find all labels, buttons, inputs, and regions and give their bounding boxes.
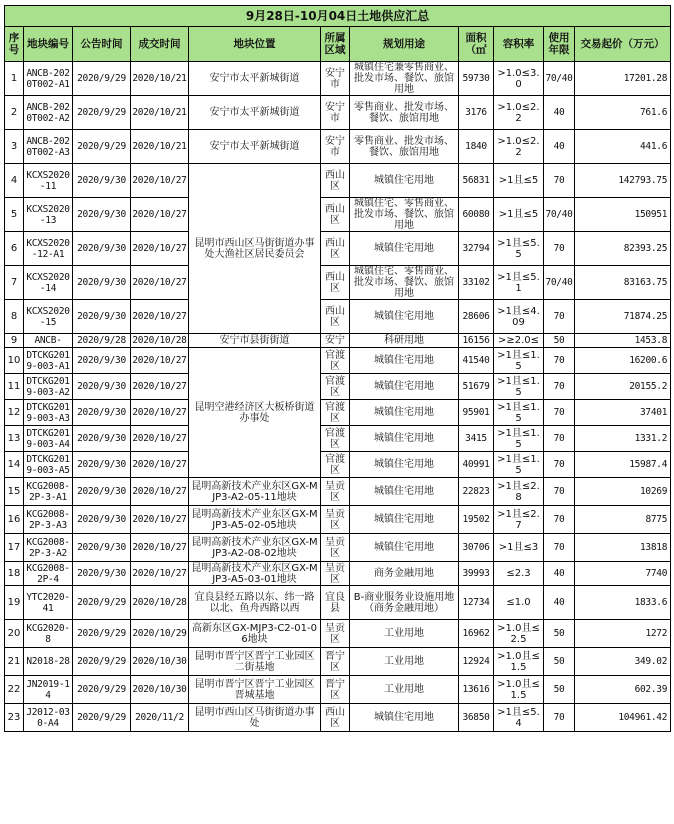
starting-price: 761.6: [575, 96, 671, 130]
announce-date: 2020/9/29: [73, 648, 131, 676]
use-years: 40: [544, 562, 575, 586]
use-years: 70: [544, 348, 575, 374]
plot-ratio: >1且≤5.5: [494, 232, 544, 266]
table-row: [5, 426, 671, 452]
parcel-location: 昆明高新技术产业东区GX-MJP3-A5-03-01地块: [189, 562, 321, 586]
parcel-code: N2018-28: [24, 648, 73, 676]
plot-ratio: ≤1.0: [494, 586, 544, 620]
district: 西山区: [321, 266, 350, 300]
deal-date: 2020/10/28: [132, 335, 187, 346]
row-number: 6: [5, 232, 24, 266]
header-cell: 使用年限: [544, 27, 575, 62]
row-number: 20: [5, 620, 24, 648]
table-row: [5, 478, 671, 506]
use-years: 70: [544, 534, 575, 562]
deal-date: 2020/10/21: [131, 62, 189, 96]
table-row: [5, 562, 671, 586]
starting-price: 441.6: [575, 130, 671, 164]
starting-price: 1272: [575, 620, 671, 648]
parcel-location: 昆明市晋宁区晋宁工业园区二街基地: [189, 648, 321, 676]
starting-price: 13818: [575, 534, 671, 562]
planned-use: 工业用地: [350, 676, 459, 704]
parcel-code: ANCB-: [24, 334, 73, 348]
announce-date: 2020/9/29: [73, 704, 131, 732]
deal-date: 2020/10/27: [131, 506, 189, 534]
parcel-location: 安宁市太平新城街道: [189, 96, 321, 130]
parcel-code: KCG2008-2P-3-A2: [24, 534, 73, 562]
row-number: 23: [5, 704, 24, 732]
planned-use: 城镇住宅用地: [350, 348, 459, 374]
area: 19502: [459, 506, 494, 534]
table-row: [5, 198, 671, 232]
parcel-location: 昆明市西山区马街街道办事处: [189, 704, 321, 732]
parcel-code: DTCKG201 9-003-A2: [24, 374, 73, 400]
announce-date: 2020/9/28: [73, 334, 131, 348]
use-years: 40: [544, 96, 575, 130]
announce-date: 2020/9/30: [73, 266, 131, 300]
table-row: [5, 62, 671, 96]
row-number: 7: [5, 266, 24, 300]
district: 安宁市: [321, 62, 350, 96]
parcel-location: 昆明市晋宁区晋宁工业园区晋城基地: [189, 676, 321, 704]
area: 16156: [459, 334, 494, 348]
plot-ratio: >1.0且≤1.5: [494, 676, 544, 704]
district: 西山区: [321, 300, 350, 334]
plot-ratio: >1且≤1.5: [494, 400, 544, 426]
table-row: [5, 300, 671, 334]
planned-use: 城镇住宅、零售商业、批发市场、餐饮、旅馆用地: [350, 266, 459, 300]
announce-date: 2020/9/29: [73, 586, 131, 620]
header-cell: 序号: [5, 27, 24, 62]
header-cell: 地块位置: [189, 27, 321, 62]
district: 官渡区: [321, 400, 350, 426]
deal-date: 2020/10/21: [131, 96, 189, 130]
parcel-code: KCXS2020-15: [24, 300, 73, 334]
table-row: [5, 586, 671, 620]
header-cell: 成交时间: [131, 27, 189, 62]
planned-use: 城镇住宅用地: [350, 704, 459, 732]
parcel-code: KCXS2020-13: [24, 198, 73, 232]
planned-use: 工业用地: [350, 648, 459, 676]
district: 呈贡区: [321, 478, 350, 506]
area: 32794: [459, 232, 494, 266]
use-years: 50: [544, 334, 575, 348]
district: 西山区: [321, 198, 350, 232]
table-row: [5, 266, 671, 300]
header-cell: 规划用途: [350, 27, 459, 62]
deal-date: 2020/10/21: [131, 130, 189, 164]
planned-use: 城镇住宅用地: [350, 164, 459, 198]
deal-date: 2020/10/27: [131, 452, 189, 478]
area: 3176: [459, 96, 494, 130]
area: 40991: [459, 452, 494, 478]
announce-date: 2020/9/30: [73, 452, 131, 478]
deal-date: 2020/10/27: [131, 198, 189, 232]
area: 59730: [459, 62, 494, 96]
planned-use: 城镇住宅用地: [350, 452, 459, 478]
parcel-location: 安宁市太平新城街道: [189, 62, 321, 96]
starting-price: 104961.42: [575, 704, 671, 732]
use-years: 70/40: [544, 62, 575, 96]
parcel-location: 安宁市县街街道: [189, 334, 321, 348]
parcel-location: 宜良县经五路以东、纬一路以北、鱼舟西路以西: [189, 586, 321, 620]
parcel-code: ANCB-2020T002-A1: [24, 62, 73, 96]
deal-date: 2020/10/27: [131, 562, 189, 586]
row-number: 19: [5, 586, 24, 620]
land-supply-table: [4, 5, 671, 732]
announce-date: 2020/9/30: [73, 232, 131, 266]
row-number: 13: [5, 426, 24, 452]
district: 官渡区: [321, 374, 350, 400]
area: 3415: [459, 426, 494, 452]
starting-price: 8775: [575, 506, 671, 534]
plot-ratio: >1且≤1.5: [494, 426, 544, 452]
planned-use: 城镇住宅、零售商业、批发市场、餐饮、旅馆用地: [350, 198, 459, 232]
deal-date: 2020/10/30: [131, 676, 189, 704]
district: 呈贡区: [321, 620, 350, 648]
row-number: 11: [5, 374, 24, 400]
row-number: 9: [5, 334, 24, 348]
planned-use: 城镇住宅用地: [350, 478, 459, 506]
row-number: 1: [5, 62, 24, 96]
use-years: 70: [544, 478, 575, 506]
parcel-code: JN2019-14: [24, 676, 73, 704]
parcel-code: DTCKG201 9-003-A4: [24, 426, 73, 452]
row-number: 2: [5, 96, 24, 130]
district: 安宁市: [321, 96, 350, 130]
row-number: 22: [5, 676, 24, 704]
sheet-title: 9月28日-10月04日土地供应汇总: [5, 6, 671, 27]
starting-price: 17201.28: [575, 62, 671, 96]
use-years: 70: [544, 452, 575, 478]
parcel-location: 昆明高新技术产业东区GX-MJP3-A5-02-05地块: [189, 506, 321, 534]
area: 22823: [459, 478, 494, 506]
starting-price: 7740: [575, 562, 671, 586]
area: 16962: [459, 620, 494, 648]
header-cell: 面积（㎡: [459, 27, 494, 62]
use-years: 70: [544, 164, 575, 198]
parcel-code: KCG2008-2P-3-A1: [24, 478, 73, 506]
planned-use: 零售商业、批发市场、餐饮、旅馆用地: [350, 130, 459, 164]
planned-use: 城镇住宅用地: [350, 506, 459, 534]
parcel-code: J2012-030-A4: [24, 704, 73, 732]
deal-date: 2020/10/27: [131, 534, 189, 562]
table-row: [5, 648, 671, 676]
area: 60080: [459, 198, 494, 232]
plot-ratio: >1且≤3: [494, 534, 544, 562]
plot-ratio: >1.0≤2.2: [494, 96, 544, 130]
area: 12734: [459, 586, 494, 620]
header-cell: 地块编号: [24, 27, 73, 62]
district: 宜良县: [321, 586, 350, 620]
starting-price: 83163.75: [575, 266, 671, 300]
announce-date: 2020/9/29: [73, 62, 131, 96]
plot-ratio: >1.0且≤2.5: [494, 620, 544, 648]
planned-use: 城镇住宅用地: [350, 426, 459, 452]
parcel-code: KCG2008-2P-4: [24, 562, 73, 586]
use-years: 70: [544, 232, 575, 266]
planned-use: 城镇住宅用地: [350, 300, 459, 334]
parcel-location: 昆明高新技术产业东区GX-MJP3-A2-05-11地块: [189, 478, 321, 506]
announce-date: 2020/9/30: [73, 426, 131, 452]
district: 西山区: [321, 164, 350, 198]
announce-date: 2020/9/30: [73, 348, 131, 374]
table-row: [5, 164, 671, 198]
plot-ratio: ≤2.3: [494, 562, 544, 586]
starting-price: 1331.2: [575, 426, 671, 452]
row-number: 10: [5, 348, 24, 374]
announce-date: 2020/9/30: [73, 506, 131, 534]
use-years: 70: [544, 400, 575, 426]
use-years: 70: [544, 704, 575, 732]
table-row: [5, 704, 671, 732]
table-row: [5, 534, 671, 562]
starting-price: 82393.25: [575, 232, 671, 266]
area: 1840: [459, 130, 494, 164]
row-number: 4: [5, 164, 24, 198]
deal-date: 2020/10/30: [131, 648, 189, 676]
header-cell: 所属区域: [321, 27, 350, 62]
parcel-code: KCXS2020-14: [24, 266, 73, 300]
parcel-code: ANCB-2020T002-A3: [24, 130, 73, 164]
parcel-code: KCG2020-8: [24, 620, 73, 648]
table-row: [5, 96, 671, 130]
starting-price: 15987.4: [575, 452, 671, 478]
announce-date: 2020/9/29: [73, 96, 131, 130]
deal-date: 2020/10/27: [131, 426, 189, 452]
plot-ratio: >1且≤1.5: [494, 348, 544, 374]
parcel-location: 昆明市西山区马街街道办事处大渔社区居民委员会: [189, 164, 321, 334]
area: 13616: [459, 676, 494, 704]
plot-ratio: >1且≤2.8: [494, 478, 544, 506]
plot-ratio: >1.0≤2.2: [494, 130, 544, 164]
district: 安宁市: [321, 130, 350, 164]
starting-price: 349.02: [575, 648, 671, 676]
deal-date: 2020/10/27: [131, 300, 189, 334]
starting-price: 16200.6: [575, 348, 671, 374]
plot-ratio: >1且≤5: [494, 198, 544, 232]
row-number: 17: [5, 534, 24, 562]
announce-date: 2020/9/30: [73, 300, 131, 334]
parcel-code: DTCKG201 9-003-A3: [24, 400, 73, 426]
planned-use: 城镇住宅用地: [350, 232, 459, 266]
row-number: 14: [5, 452, 24, 478]
use-years: 70/40: [544, 198, 575, 232]
announce-date: 2020/9/29: [73, 676, 131, 704]
table-row: [5, 400, 671, 426]
parcel-code: KCXS2020-12-A1: [24, 232, 73, 266]
use-years: 40: [544, 130, 575, 164]
table-row: [5, 232, 671, 266]
plot-ratio: >≥2.0≤: [494, 334, 544, 348]
parcel-location: 昆明空港经济区大板桥街道办事处: [189, 348, 321, 478]
planned-use: 工业用地: [350, 620, 459, 648]
use-years: 50: [544, 648, 575, 676]
plot-ratio: >1.0且≤1.5: [494, 648, 544, 676]
district: 官渡区: [321, 426, 350, 452]
announce-date: 2020/9/30: [73, 198, 131, 232]
table-row: [5, 334, 671, 348]
district: 安宁: [321, 334, 350, 348]
row-number: 5: [5, 198, 24, 232]
district: 西山区: [321, 232, 350, 266]
deal-date: 2020/10/27: [131, 348, 189, 374]
area: 33102: [459, 266, 494, 300]
row-number: 15: [5, 478, 24, 506]
planned-use: B-商业服务业设施用地（商务金融用地）: [350, 586, 459, 620]
parcel-code: YTC2020-41: [24, 586, 73, 620]
deal-date: 2020/10/29: [131, 620, 189, 648]
header-cell: 公告时间: [73, 27, 131, 62]
planned-use: 商务金融用地: [350, 562, 459, 586]
plot-ratio: >1且≤5: [494, 164, 544, 198]
parcel-code: DTCKG201 9-003-A1: [24, 348, 73, 374]
plot-ratio: >1且≤2.7: [494, 506, 544, 534]
announce-date: 2020/9/30: [73, 562, 131, 586]
row-number: 18: [5, 562, 24, 586]
plot-ratio: >1且≤5.4: [494, 704, 544, 732]
starting-price: 602.39: [575, 676, 671, 704]
plot-ratio: >1且≤1.5: [494, 374, 544, 400]
use-years: 70: [544, 374, 575, 400]
table-row: [5, 506, 671, 534]
starting-price: 37401: [575, 400, 671, 426]
area: 41540: [459, 348, 494, 374]
parcel-location: 高新东区GX-MJP3-C2-01-06地块: [189, 620, 321, 648]
parcel-location: 安宁市太平新城街道: [189, 130, 321, 164]
district: 晋宁区: [321, 648, 350, 676]
row-number: 3: [5, 130, 24, 164]
deal-date: 2020/11/2: [131, 704, 189, 732]
starting-price: 20155.2: [575, 374, 671, 400]
table-row: [5, 374, 671, 400]
starting-price: 150951: [575, 198, 671, 232]
announce-date: 2020/9/30: [73, 534, 131, 562]
starting-price: 1453.8: [575, 334, 671, 348]
planned-use: 城镇住宅兼零售商业、批发市场、餐饮、旅馆用地: [350, 62, 459, 96]
table-row: [5, 130, 671, 164]
plot-ratio: >1且≤4.09: [494, 300, 544, 334]
plot-ratio: >1且≤5.1: [494, 266, 544, 300]
planned-use: 科研用地: [350, 334, 459, 348]
parcel-code: KCXS2020-11: [24, 164, 73, 198]
district: 官渡区: [321, 452, 350, 478]
announce-date: 2020/9/29: [73, 130, 131, 164]
district: 官渡区: [321, 348, 350, 374]
announce-date: 2020/9/30: [73, 400, 131, 426]
area: 36850: [459, 704, 494, 732]
deal-date: 2020/10/27: [131, 374, 189, 400]
district: 呈贡区: [321, 506, 350, 534]
header-row: [5, 27, 671, 62]
table-row: [5, 676, 671, 704]
announce-date: 2020/9/29: [73, 620, 131, 648]
use-years: 70: [544, 300, 575, 334]
table-row: [5, 620, 671, 648]
announce-date: 2020/9/30: [73, 374, 131, 400]
deal-date: 2020/10/27: [131, 400, 189, 426]
district: 晋宁区: [321, 676, 350, 704]
area: 39993: [459, 562, 494, 586]
plot-ratio: >1.0≤3.0: [494, 62, 544, 96]
use-years: 70: [544, 426, 575, 452]
deal-date: 2020/10/27: [131, 266, 189, 300]
planned-use: 零售商业、批发市场、餐饮、旅馆用地: [350, 96, 459, 130]
use-years: 50: [544, 676, 575, 704]
land-supply-sheet: [4, 5, 670, 732]
row-number: 12: [5, 400, 24, 426]
starting-price: 1833.6: [575, 586, 671, 620]
row-number: 8: [5, 300, 24, 334]
use-years: 40: [544, 586, 575, 620]
area: 56831: [459, 164, 494, 198]
area: 51679: [459, 374, 494, 400]
header-cell: 容积率: [494, 27, 544, 62]
area: 28606: [459, 300, 494, 334]
deal-date: 2020/10/27: [131, 164, 189, 198]
district: 西山区: [321, 704, 350, 732]
table-row: [5, 452, 671, 478]
parcel-code: KCG2008-2P-3-A3: [24, 506, 73, 534]
area: 12924: [459, 648, 494, 676]
deal-date: 2020/10/28: [131, 586, 189, 620]
plot-ratio: >1且≤1.5: [494, 452, 544, 478]
use-years: 70/40: [544, 266, 575, 300]
district: 呈贡区: [321, 534, 350, 562]
row-number: 16: [5, 506, 24, 534]
use-years: 70: [544, 506, 575, 534]
announce-date: 2020/9/30: [73, 478, 131, 506]
parcel-code: DTCKG201 9-003-A5: [24, 452, 73, 478]
header-cell: 交易起价（万元）: [575, 27, 671, 62]
deal-date: 2020/10/27: [131, 478, 189, 506]
area: 95901: [459, 400, 494, 426]
starting-price: 10269: [575, 478, 671, 506]
parcel-code: ANCB-2020T002-A2: [24, 96, 73, 130]
planned-use: 城镇住宅用地: [350, 534, 459, 562]
row-number: 21: [5, 648, 24, 676]
starting-price: 142793.75: [575, 164, 671, 198]
table-row: [5, 348, 671, 374]
district: 呈贡区: [321, 562, 350, 586]
parcel-location: 昆明高新技术产业东区GX-MJP3-A2-08-02地块: [189, 534, 321, 562]
area: 30706: [459, 534, 494, 562]
announce-date: 2020/9/30: [73, 164, 131, 198]
starting-price: 71874.25: [575, 300, 671, 334]
deal-date: 2020/10/27: [131, 232, 189, 266]
use-years: 50: [544, 620, 575, 648]
planned-use: 城镇住宅用地: [350, 374, 459, 400]
planned-use: 城镇住宅用地: [350, 400, 459, 426]
